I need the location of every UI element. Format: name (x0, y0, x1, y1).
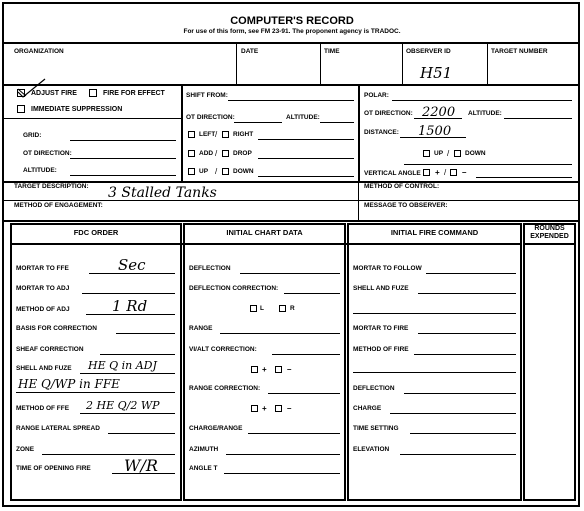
left-right-field[interactable] (258, 139, 354, 140)
polar-down-checkbox[interactable] (454, 150, 461, 157)
va-minus-label: – (462, 168, 467, 177)
method-of-control-label: METHOD OF CONTROL: (364, 183, 440, 190)
ifc-mortar-to-follow-field[interactable] (426, 273, 516, 274)
icd-vi-alt-correction-label: VI/ALT CORRECTION: (189, 346, 257, 353)
icd-range-correction-label: RANGE CORRECTION: (189, 385, 261, 392)
shift-from-label: SHIFT FROM: (186, 92, 228, 99)
icd-range-field[interactable] (220, 333, 340, 334)
fdc-range-lateral-spread-label: RANGE LATERAL SPREAD (16, 425, 100, 432)
icd-rc-minus-checkbox[interactable] (275, 405, 282, 412)
ifc-time-setting-field[interactable] (410, 433, 516, 434)
target-description-value[interactable]: 3 Stalled Tanks (108, 185, 217, 201)
shift-ot-direction-field[interactable] (234, 122, 282, 123)
polar-label: POLAR: (364, 92, 389, 99)
icd-vi-minus-label: – (287, 365, 292, 374)
shift-altitude-label: ALTITUDE: (286, 114, 320, 121)
immediate-suppression-label: IMMEDIATE SUPPRESSION (31, 106, 123, 113)
adjust-fire-label: ADJUST FIRE (31, 90, 77, 97)
left-label: LEFT (199, 131, 216, 138)
vertical-angle-label: VERTICAL ANGLE (364, 170, 421, 177)
time-label: TIME (324, 48, 340, 55)
icd-deflection-correction-field[interactable] (284, 293, 340, 294)
icd-l-label: L (260, 305, 264, 312)
fdc-basis-for-correction-field[interactable] (116, 333, 175, 334)
observer-id-label: OBSERVER ID (406, 48, 451, 55)
polar-up-checkbox[interactable] (423, 150, 430, 157)
grid-field[interactable] (70, 140, 176, 141)
up-checkbox[interactable] (188, 168, 195, 175)
ifc-time-setting-label: TIME SETTING (353, 425, 399, 432)
va-minus-checkbox[interactable] (450, 169, 457, 176)
icd-r-label: R (290, 305, 295, 312)
fdc-shell-and-fuze-value-2[interactable]: HE Q/WP in FFE (18, 377, 120, 391)
fdc-zone-label: ZONE (16, 446, 35, 453)
form-subtitle: For use of this form, see FM 23-91. The proponent agency is TRADOC. (183, 28, 401, 35)
icd-vi-minus-checkbox[interactable] (275, 366, 282, 373)
right-checkbox[interactable] (222, 131, 229, 138)
ot-direction-label: OT DIRECTION: (23, 150, 72, 157)
polar-altitude-field[interactable] (504, 118, 572, 119)
fdc-method-of-adj-label: METHOD OF ADJ (16, 306, 70, 313)
add-checkbox[interactable] (188, 150, 195, 157)
ifc-mortar-to-fire-field[interactable] (418, 333, 516, 334)
icd-l-checkbox[interactable] (250, 305, 257, 312)
icd-angle-t-field[interactable] (224, 473, 340, 474)
grid-label: GRID: (23, 132, 42, 139)
ifc-method-of-fire-field-2[interactable] (353, 372, 516, 373)
ifc-deflection-label: DEFLECTION (353, 385, 395, 392)
ifc-charge-label: CHARGE (353, 405, 382, 412)
initial-fire-command-header: INITIAL FIRE COMMAND (390, 228, 479, 237)
polar-field[interactable] (392, 100, 572, 101)
fdc-method-of-ffe-label: METHOD OF FFE (16, 405, 70, 412)
down-label: DOWN (233, 168, 254, 175)
icd-deflection-field[interactable] (240, 273, 340, 274)
shift-altitude-field[interactable] (320, 122, 354, 123)
fdc-sheaf-correction-label: SHEAF CORRECTION (16, 346, 84, 353)
icd-charge-range-label: CHARGE/RANGE (189, 425, 243, 432)
add-label: ADD (199, 150, 214, 157)
ifc-shell-and-fuze-field[interactable] (418, 293, 516, 294)
up-label: UP (199, 168, 209, 175)
fdc-zone-field[interactable] (42, 454, 175, 455)
icd-deflection-correction-label: DEFLECTION CORRECTION: (189, 285, 279, 292)
message-to-observer-label: MESSAGE TO OBSERVER: (364, 202, 448, 209)
fdc-mortar-to-ffe-label: MORTAR TO FFE (16, 265, 69, 272)
ifc-elevation-field[interactable] (400, 454, 516, 455)
va-plus-label: + (435, 168, 440, 177)
icd-azimuth-field[interactable] (226, 454, 340, 455)
expended-header: EXPENDED (530, 233, 569, 240)
fdc-range-lateral-spread-field[interactable] (108, 433, 175, 434)
fdc-mortar-to-adj-label: MORTAR TO ADJ (16, 285, 70, 292)
target-number-label: TARGET NUMBER (491, 48, 548, 55)
method-of-engagement-label: METHOD OF ENGAGEMENT: (14, 202, 103, 209)
grid-altitude-field[interactable] (70, 175, 176, 176)
icd-rc-minus-label: – (287, 404, 292, 413)
ifc-deflection-field[interactable] (404, 393, 516, 394)
vertical-angle-field[interactable] (476, 177, 572, 178)
fdc-mortar-to-ffe-value[interactable]: Sec (118, 256, 146, 274)
polar-ot-direction-label: OT DIRECTION: (364, 110, 413, 117)
icd-angle-t-label: ANGLE T (189, 465, 218, 472)
right-label: RIGHT (233, 131, 254, 138)
observer-id-value[interactable]: H51 (420, 64, 453, 82)
fdc-method-of-ffe-value[interactable]: 2 HE Q/2 WP (86, 399, 160, 412)
ifc-charge-field[interactable] (390, 413, 516, 414)
ifc-method-of-fire-field[interactable] (414, 354, 516, 355)
ifc-method-of-fire-label: METHOD OF FIRE (353, 346, 409, 353)
target-description-label: TARGET DESCRIPTION: (14, 183, 89, 190)
distance-label: DISTANCE: (364, 129, 399, 136)
rounds-header: ROUNDS (534, 225, 565, 232)
icd-vi-plus-label: + (262, 365, 267, 374)
drop-label: DROP (233, 150, 252, 157)
icd-charge-range-field[interactable] (248, 433, 340, 434)
organization-label: ORGANIZATION (14, 48, 64, 55)
form-title: COMPUTER'S RECORD (230, 15, 354, 27)
polar-ot-direction-value[interactable]: 2200 (422, 105, 456, 120)
icd-vi-plus-checkbox[interactable] (251, 366, 258, 373)
fdc-mortar-to-adj-field[interactable] (82, 293, 175, 294)
icd-vi-alt-correction-field[interactable] (272, 354, 340, 355)
down-checkbox[interactable] (222, 168, 229, 175)
drop-checkbox[interactable] (222, 150, 229, 157)
initial-chart-data-header: INITIAL CHART DATA (226, 228, 303, 237)
icd-deflection-label: DEFLECTION (189, 265, 231, 272)
polar-up-down-field[interactable] (404, 164, 572, 165)
ifc-mortar-to-follow-label: MORTAR TO FOLLOW (353, 265, 422, 272)
polar-up-label: UP (434, 150, 444, 157)
fdc-sheaf-correction-field[interactable] (100, 354, 175, 355)
fire-for-effect-label: FIRE FOR EFFECT (103, 90, 165, 97)
up-down-field[interactable] (258, 176, 354, 177)
grid-ot-direction-field[interactable] (70, 158, 176, 159)
fdc-time-of-opening-fire-value[interactable]: W/R (124, 456, 158, 475)
icd-range-correction-field[interactable] (268, 393, 340, 394)
ifc-shell-and-fuze-field-2[interactable] (353, 313, 516, 314)
left-checkbox[interactable] (188, 131, 195, 138)
polar-down-label: DOWN (465, 150, 486, 157)
fdc-order-header: FDC ORDER (73, 228, 119, 237)
fdc-basis-for-correction-label: BASIS FOR CORRECTION (16, 325, 97, 332)
fdc-method-of-adj-value[interactable]: 1 Rd (112, 297, 148, 315)
fdc-shell-and-fuze-label: SHELL AND FUZE (16, 365, 72, 372)
add-drop-field[interactable] (258, 158, 354, 159)
icd-rc-plus-checkbox[interactable] (251, 405, 258, 412)
polar-altitude-label: ALTITUDE: (468, 110, 502, 117)
fdc-shell-and-fuze-value-1[interactable]: HE Q in ADJ (88, 359, 157, 372)
date-label: DATE (241, 48, 259, 55)
distance-value[interactable]: 1500 (418, 124, 452, 139)
icd-r-checkbox[interactable] (279, 305, 286, 312)
shift-ot-direction-label: OT DIRECTION: (186, 114, 235, 121)
altitude-label: ALTITUDE: (23, 167, 57, 174)
icd-rc-plus-label: + (262, 404, 267, 413)
icd-range-label: RANGE (189, 325, 213, 332)
fdc-time-of-opening-fire-label: TIME OF OPENING FIRE (16, 465, 91, 472)
va-plus-checkbox[interactable] (423, 169, 430, 176)
ifc-mortar-to-fire-label: MORTAR TO FIRE (353, 325, 409, 332)
ifc-shell-and-fuze-label: SHELL AND FUZE (353, 285, 409, 292)
rounds-expended-area[interactable] (527, 247, 572, 497)
shift-from-field[interactable] (228, 100, 354, 101)
immediate-suppression-checkbox[interactable] (17, 105, 25, 113)
icd-azimuth-label: AZIMUTH (189, 446, 219, 453)
fire-for-effect-checkbox[interactable] (89, 89, 97, 97)
ifc-elevation-label: ELEVATION (353, 446, 390, 453)
